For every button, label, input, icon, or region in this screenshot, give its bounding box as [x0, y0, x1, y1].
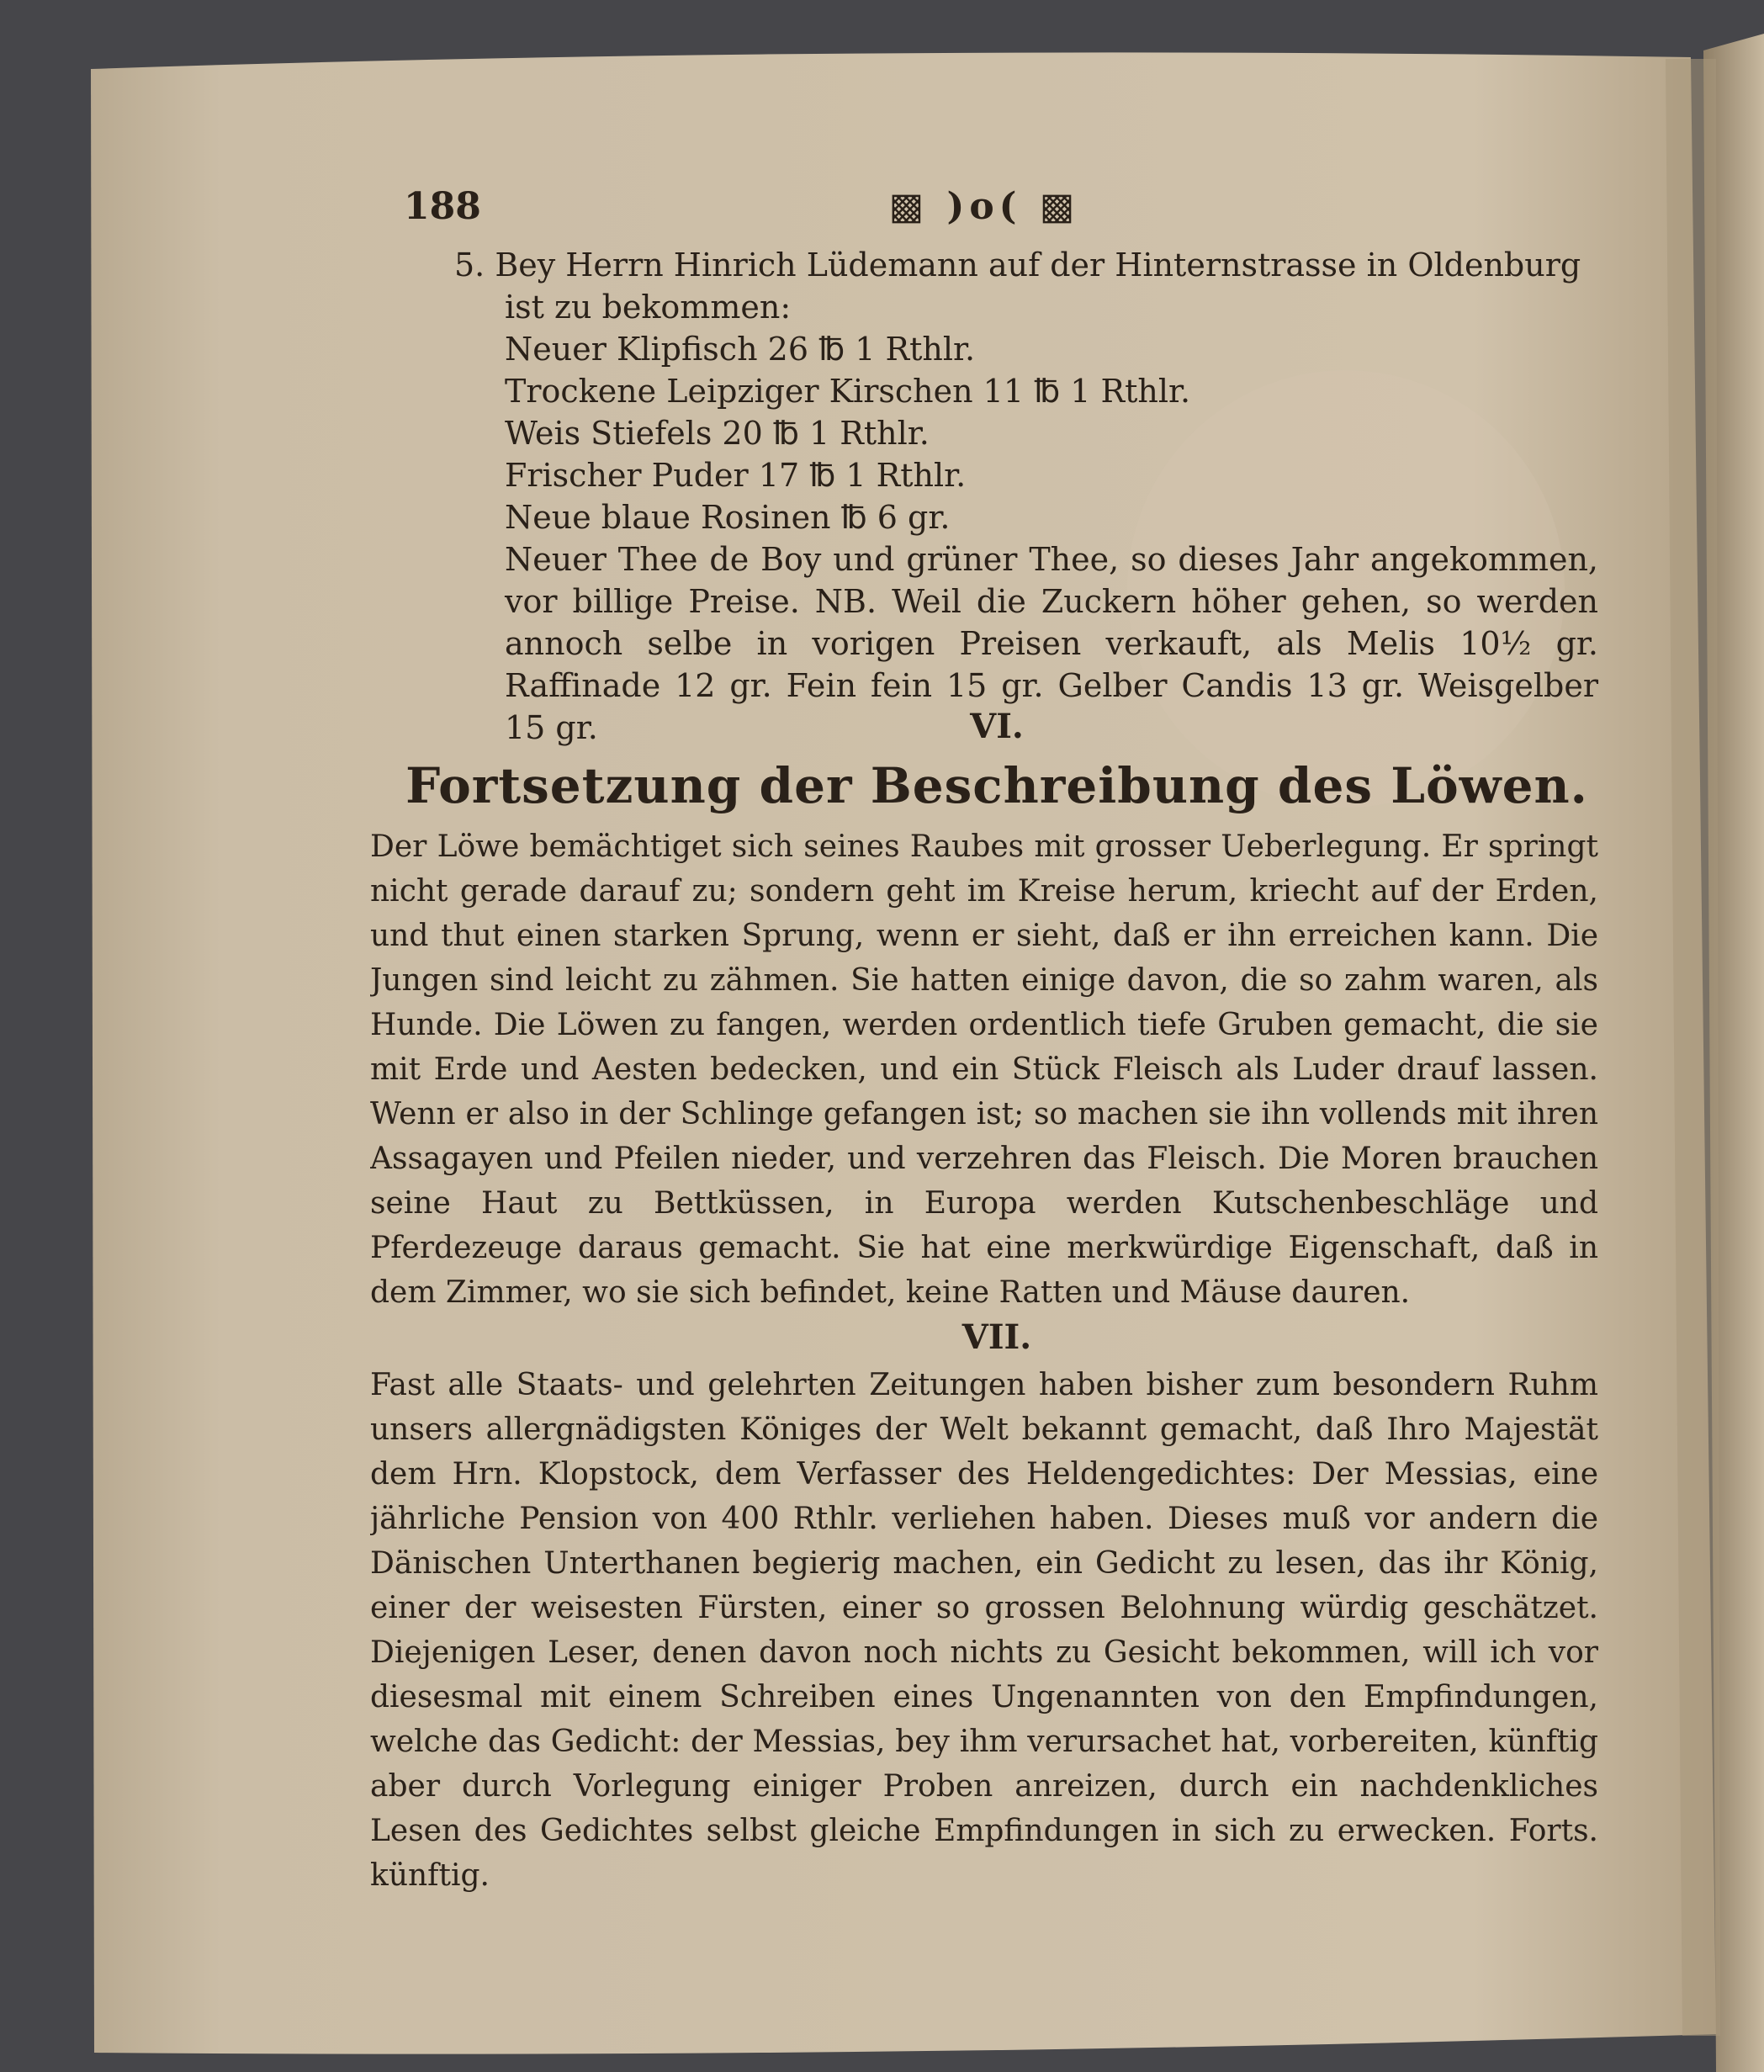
price-item: Neuer Klipfisch 26 ℔ 1 Rthlr.	[505, 331, 976, 368]
entry-lead: 5. Bey Herrn Hinrich Lüdemann auf der Hinternstrasse in Oldenburg ist zu bekommen:	[454, 246, 1581, 326]
price-item: Trockene Leipziger Kirschen 11 ℔ 1 Rthlr.	[505, 373, 1191, 410]
klopstock-paragraph: Fast alle Staats- und gelehrten Zeitungen haben bisher zum besondern Ruhm unsers allergnädigsten Königes der Welt bekannt gemacht, daß Ihro Majestät dem Hrn. Klopstock, dem Verfasser des Heldengedichtes: Der Messias, eine jährliche Pension von 400 Rthlr. verliehen haben. Dieses muß vor andern die Dänischen Unterthanen begierig machen, ein Gedicht zu lesen, das ihr König, einer der weisesten Fürsten, einer so grossen Belohnung würdig geschätzet. Diejenigen Leser, denen davon noch nichts zu Gesicht bekommen, will ich vor diesesmal mit einem Schreiben eines Ungenannten von den Empfindungen, welche das Gedicht: der Messias, bey ihm verursachet hat, vorbereiten, künftig aber durch Vorlegung einiger Proben anreizen, durch ein nachdenkliches Lesen des Gedichtes selbst gleiche Empfindungen in sich zu erwecken. Forts. künftig.	[370, 1368, 1598, 1893]
section-number-vii: VII.	[961, 1317, 1032, 1357]
header-ornament: ▩ )o( ▩	[888, 185, 1080, 228]
price-item: Frischer Puder 17 ℔ 1 Rthlr.	[505, 457, 967, 494]
lion-paragraph: Der Löwe bemächtiget sich seines Raubes mit grosser Ueberlegung. Er springt nicht gerade darauf zu; sondern geht im Kreise herum, kriecht auf der Erden, und thut einen starken Sprung, wenn er sieht, daß er ihn erreichen kann. Die Jungen sind leicht zu zähmen. Sie hatten einige davon, die so zahm waren, als Hunde. Die Löwen zu fangen, werden ordentlich tiefe Gruben gemacht, die sie mit Erde und Aesten bedecken, und ein Stück Fleisch als Luder drauf lassen. Wenn er also in der Schlinge gefangen ist; so machen sie ihn vollends mit ihren Assagayen und Pfeilen nieder, und verzehren das Fleisch. Die Moren brauchen seine Haut zu Bettküssen, in Europa werden Kutschenbeschläge und Pferdezeuge daraus gemacht. Sie hat eine merkwürdige Eigenschaft, daß in dem Zimmer, wo sie sich befindet, keine Ratten und Mäuse dauren.	[370, 829, 1598, 1310]
page-number: 188	[404, 185, 481, 228]
price-item: Weis Stiefels 20 ℔ 1 Rthlr.	[505, 415, 930, 452]
advertisement-entry	[370, 244, 1598, 749]
page-header	[370, 185, 1624, 236]
page-text-block	[370, 168, 1624, 2002]
tea-sugar-note: Neuer Thee de Boy und grüner Thee, so dieses Jahr angekommen, vor billige Preise. NB. Weil die Zuckern höher gehen, so werden annoch selbe in vorigen Preisen verkauft, als Melis 10½ gr. Raffinade 12 gr. Fein fein 15 gr. Gelber Candis 13 gr. Weisgelber 15 gr.	[505, 541, 1598, 746]
price-list	[370, 328, 1598, 538]
section-title: Fortsetzung der Beschreibung des Löwen.	[405, 757, 1588, 814]
section-number-vi: VI.	[970, 707, 1024, 746]
price-item: Neue blaue Rosinen ℔ 6 gr.	[505, 499, 951, 536]
